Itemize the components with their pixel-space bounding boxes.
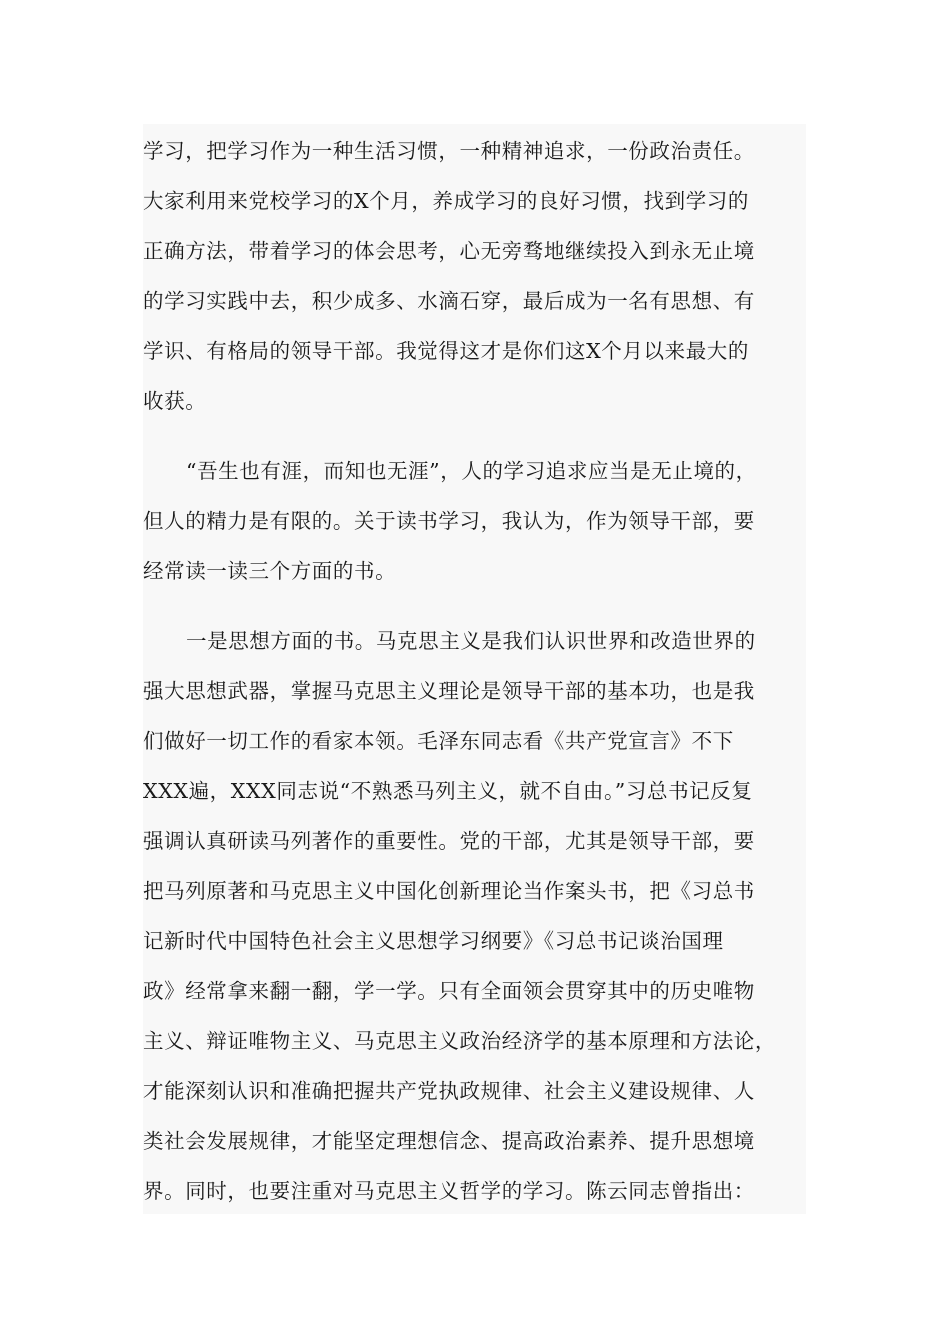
text-line: 正确方法，带着学习的体会思考，心无旁骛地继续投入到永无止境 bbox=[143, 239, 755, 263]
text-line: 类社会发展规律，才能坚定理想信念、提高政治素养、提升思想境 bbox=[143, 1129, 755, 1153]
text-line: 强调认真研读马列著作的重要性。党的干部，尤其是领导干部，要 bbox=[143, 829, 755, 853]
text-line: 界。同时，也要注重对马克思主义哲学的学习。陈云同志曾指出： bbox=[143, 1179, 755, 1203]
text-line: 学识、有格局的领导干部。我觉得这才是你们这X个月以来最大的 bbox=[143, 339, 749, 363]
text-line: 强大思想武器，掌握马克思主义理论是领导干部的基本功，也是我 bbox=[143, 679, 755, 703]
text-line: 经常读一读三个方面的书。 bbox=[143, 559, 397, 583]
text-line: “吾生也有涯，而知也无涯”，人的学习追求应当是无止境的， bbox=[186, 459, 757, 483]
text-line: 才能深刻认识和准确把握共产党执政规律、社会主义建设规律、人 bbox=[143, 1079, 755, 1103]
text-line: 大家利用来党校学习的X个月，养成学习的良好习惯，找到学习的 bbox=[143, 189, 749, 213]
text-line: 主义、辩证唯物主义、马克思主义政治经济学的基本原理和方法论， bbox=[143, 1029, 776, 1053]
text-line: 政》经常拿来翻一翻，学一学。只有全面领会贯穿其中的历史唯物 bbox=[143, 979, 755, 1003]
text-line: 学习，把学习作为一种生活习惯，一种精神追求，一份政治责任。 bbox=[143, 139, 755, 163]
text-line: 记新时代中国特色社会主义思想学习纲要》《习总书记谈治国理 bbox=[143, 929, 724, 953]
body-text bbox=[143, 124, 806, 1214]
text-line: 一是思想方面的书。马克思主义是我们认识世界和改造世界的 bbox=[186, 629, 756, 653]
text-line: 把马列原著和马克思主义中国化创新理论当作案头书，把《习总书 bbox=[143, 879, 755, 903]
text-line: 的学习实践中去，积少成多、水滴石穿，最后成为一名有思想、有 bbox=[143, 289, 755, 313]
text-line: 收获。 bbox=[143, 389, 207, 413]
text-line: 们做好一切工作的看家本领。毛泽东同志看《共产党宣言》不下 bbox=[143, 729, 734, 753]
text-line: 但人的精力是有限的。关于读书学习，我认为，作为领导干部，要 bbox=[143, 509, 755, 533]
text-line: XXX遍，XXX同志说“不熟悉马列主义，就不自由。”习总书记反复 bbox=[143, 779, 753, 803]
